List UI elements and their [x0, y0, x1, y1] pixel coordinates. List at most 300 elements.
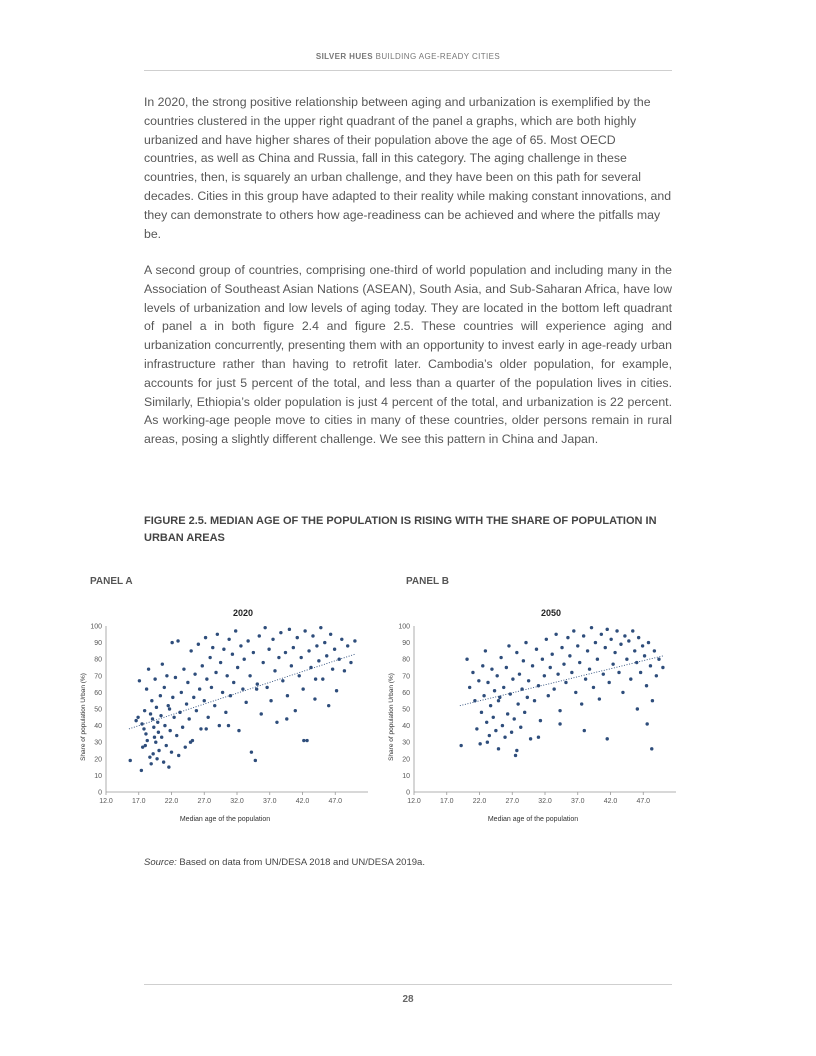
data-point	[583, 729, 586, 732]
y-tick-label: 80	[402, 656, 410, 664]
data-point	[519, 726, 522, 729]
data-point	[511, 677, 514, 680]
data-point	[477, 679, 480, 682]
x-tick-label: 32.0	[538, 798, 552, 805]
chart-title: 2050	[540, 608, 562, 618]
data-point	[255, 687, 258, 690]
running-header	[0, 52, 816, 61]
data-point	[294, 709, 297, 712]
data-point	[279, 631, 282, 634]
data-point	[584, 677, 587, 680]
data-point	[537, 684, 540, 687]
scatter-chart-2020	[78, 604, 373, 835]
source-label: Source:	[144, 857, 177, 868]
data-point	[290, 664, 293, 667]
data-point	[478, 742, 481, 745]
data-point	[154, 741, 157, 744]
data-point	[314, 677, 317, 680]
data-point	[611, 662, 614, 665]
source-text: Based on data from UN/DESA 2018 and UN/DESA 2019a.	[179, 857, 425, 868]
data-point	[176, 639, 179, 642]
x-tick-label: 17.0	[439, 798, 454, 805]
data-point	[167, 765, 170, 768]
data-point	[305, 739, 308, 742]
data-point	[248, 674, 251, 677]
y-tick-label: 100	[90, 623, 102, 631]
data-point	[465, 658, 468, 661]
data-point	[582, 634, 585, 637]
data-point	[159, 694, 162, 697]
y-tick-label: 0	[406, 789, 410, 797]
data-point	[277, 656, 280, 659]
data-point	[480, 711, 483, 714]
y-tick-label: 30	[94, 739, 102, 747]
data-point	[655, 674, 658, 677]
figure-source	[144, 857, 425, 868]
data-point	[482, 694, 485, 697]
data-point	[325, 654, 328, 657]
data-point	[239, 644, 242, 647]
data-point	[484, 649, 487, 652]
data-point	[560, 646, 563, 649]
data-point	[543, 674, 546, 677]
data-point	[134, 719, 137, 722]
data-point	[204, 636, 207, 639]
data-point	[149, 762, 152, 765]
data-point	[140, 769, 143, 772]
data-point	[535, 648, 538, 651]
data-point	[588, 667, 591, 670]
data-point	[636, 707, 639, 710]
data-point	[237, 729, 240, 732]
data-point	[524, 641, 527, 644]
data-point	[572, 629, 575, 632]
data-point	[185, 702, 188, 705]
data-point	[329, 633, 332, 636]
data-point	[594, 641, 597, 644]
data-point	[653, 649, 656, 652]
data-point	[180, 691, 183, 694]
y-tick-label: 20	[402, 756, 410, 764]
data-point	[285, 717, 288, 720]
data-point	[562, 662, 565, 665]
x-tick-label: 42.0	[603, 798, 618, 805]
data-point	[172, 716, 175, 719]
data-point	[529, 737, 532, 740]
data-point	[613, 651, 616, 654]
data-point	[170, 641, 173, 644]
data-point	[296, 636, 299, 639]
data-point	[645, 722, 648, 725]
y-tick-label: 90	[94, 640, 102, 648]
data-point	[598, 697, 601, 700]
x-axis-label: Median age of the population	[179, 816, 271, 823]
y-tick-label: 70	[402, 673, 410, 681]
data-point	[151, 717, 154, 720]
data-point	[503, 736, 506, 739]
data-point	[165, 674, 168, 677]
data-point	[631, 629, 634, 632]
data-point	[269, 699, 272, 702]
data-point	[513, 717, 516, 720]
data-point	[263, 626, 266, 629]
data-point	[246, 639, 249, 642]
data-point	[596, 658, 599, 661]
data-point	[144, 744, 147, 747]
data-point	[558, 722, 561, 725]
data-point	[222, 648, 225, 651]
data-point	[311, 634, 314, 637]
data-point	[604, 646, 607, 649]
panel-b-label: PANEL B	[406, 576, 449, 587]
data-point	[502, 686, 505, 689]
data-point	[507, 644, 510, 647]
data-point	[629, 677, 632, 680]
data-point	[501, 724, 504, 727]
data-point	[302, 739, 305, 742]
y-tick-label: 10	[94, 772, 102, 780]
data-point	[564, 681, 567, 684]
data-point	[161, 662, 164, 665]
chart-title: 2020	[232, 608, 254, 618]
data-point	[160, 736, 163, 739]
data-point	[231, 653, 234, 656]
x-tick-label: 37.0	[570, 798, 585, 805]
data-point	[592, 686, 595, 689]
data-point	[286, 694, 289, 697]
data-point	[214, 671, 217, 674]
data-point	[346, 644, 349, 647]
data-point	[515, 749, 518, 752]
y-tick-label: 30	[402, 739, 410, 747]
data-point	[162, 760, 165, 763]
scatter-chart-2020-svg	[78, 604, 373, 830]
data-point	[197, 643, 200, 646]
data-point	[213, 704, 216, 707]
data-point	[518, 672, 521, 675]
data-point	[481, 664, 484, 667]
data-point	[210, 686, 213, 689]
data-point	[143, 709, 146, 712]
data-point	[267, 648, 270, 651]
data-point	[549, 666, 552, 669]
data-point	[606, 737, 609, 740]
data-point	[157, 731, 160, 734]
data-point	[486, 741, 489, 744]
y-tick-label: 20	[94, 756, 102, 764]
data-point	[187, 717, 190, 720]
y-tick-label: 50	[94, 706, 102, 714]
data-point	[471, 671, 474, 674]
data-point	[580, 702, 583, 705]
y-tick-label: 40	[94, 723, 102, 731]
data-point	[494, 729, 497, 732]
data-point	[533, 699, 536, 702]
data-point	[192, 696, 195, 699]
data-point	[234, 629, 237, 632]
data-point	[568, 654, 571, 657]
data-point	[625, 658, 628, 661]
data-point	[499, 656, 502, 659]
data-point	[647, 641, 650, 644]
data-point	[292, 646, 295, 649]
x-axis-label: Median age of the population	[487, 816, 579, 823]
data-point	[650, 747, 653, 750]
data-point	[558, 709, 561, 712]
data-point	[315, 644, 318, 647]
data-point	[505, 666, 508, 669]
data-point	[643, 654, 646, 657]
data-point	[155, 757, 158, 760]
data-point	[576, 644, 579, 647]
data-point	[146, 739, 149, 742]
data-point	[321, 677, 324, 680]
data-point	[171, 696, 174, 699]
data-point	[153, 677, 156, 680]
data-point	[271, 638, 274, 641]
x-tick-label: 37.0	[262, 798, 277, 805]
data-point	[281, 679, 284, 682]
data-point	[531, 664, 534, 667]
data-point	[288, 628, 291, 631]
running-header-title-rest: BUILDING AGE-READY CITIES	[375, 52, 501, 61]
data-point	[551, 653, 554, 656]
data-point	[661, 666, 664, 669]
data-point	[506, 712, 509, 715]
data-point	[195, 709, 198, 712]
data-point	[254, 759, 257, 762]
data-point	[492, 716, 495, 719]
data-point	[641, 644, 644, 647]
data-point	[473, 699, 476, 702]
data-point	[252, 651, 255, 654]
data-point	[537, 736, 540, 739]
data-point	[333, 648, 336, 651]
data-point	[349, 661, 352, 664]
body-paragraph-2: A second group of countries, comprising one-third of world population and including many in the Association of Southeast Asian Nations (ASEAN), South Asia, and Sub-Saharan Africa, have low levels of urbanization and low levels of aging today. They are located in the bottom left quadrant of panel a in both figure 2.4 and figure 2.5. These countries will experience aging and urbanization concurrently, presenting them with an opportunity to invest early in age-ready urban infrastructure rather than having to retrofit later. Cambodia’s older population, for example, accounts for just 5 percent of the total, and less than a quarter of the population lives in cities. Similarly, Ethiopia’s older population is just 4 percent of the total, and urbanization is 22 percent. As working-age people move to cities in many of these countries, older persons remain in rural areas, posing a slightly different challenge. We see this pattern in China and Japan.	[144, 263, 672, 447]
data-point	[657, 658, 660, 661]
data-point	[218, 724, 221, 727]
y-tick-label: 80	[94, 656, 102, 664]
data-point	[526, 696, 529, 699]
data-point	[527, 679, 530, 682]
data-point	[174, 676, 177, 679]
data-point	[514, 754, 517, 757]
data-point	[639, 671, 642, 674]
data-point	[193, 672, 196, 675]
data-point	[637, 636, 640, 639]
data-point	[600, 633, 603, 636]
data-point	[244, 701, 247, 704]
data-point	[566, 636, 569, 639]
data-point	[617, 671, 620, 674]
data-point	[606, 628, 609, 631]
data-point	[319, 626, 322, 629]
y-tick-label: 60	[94, 689, 102, 697]
x-tick-label: 32.0	[230, 798, 244, 805]
data-point	[475, 727, 478, 730]
data-point	[236, 666, 239, 669]
y-tick-label: 70	[94, 673, 102, 681]
x-tick-label: 27.0	[197, 798, 212, 805]
data-point	[145, 687, 148, 690]
data-point	[586, 649, 589, 652]
x-tick-label: 22.0	[472, 798, 487, 805]
data-point	[170, 750, 173, 753]
data-point	[181, 726, 184, 729]
data-point	[227, 638, 230, 641]
data-point	[152, 726, 155, 729]
body-paragraph-1: In 2020, the strong positive relationship between aging and urbanization is exemplified by the countries clustered in the upper right quadrant of the panel a graphs, which are both highly urbanized and have higher shares of their population above the age of 65. Most OECD countries, as well as China and Russia, fall in this category. The aging challenge in these countries, then, is squarely an urban challenge, and they have been on this path for several decades. Cities in this group have adapted to their reality while making constant innovations, and they can demonstrate to others how age-readiness can be achieved and where the pitfalls may be.	[144, 95, 672, 241]
y-tick-label: 90	[402, 640, 410, 648]
data-point	[299, 656, 302, 659]
data-point	[298, 674, 301, 677]
data-point	[340, 638, 343, 641]
data-point	[142, 727, 145, 730]
data-point	[522, 659, 525, 662]
data-point	[303, 629, 306, 632]
data-point	[335, 689, 338, 692]
data-point	[313, 697, 316, 700]
data-point	[256, 682, 259, 685]
data-point	[211, 646, 214, 649]
data-point	[602, 672, 605, 675]
figure-title: FIGURE 2.5. MEDIAN AGE OF THE POPULATION IS RISING WITH THE SHARE OF POPULATION IN URBAN AREAS	[144, 515, 657, 544]
data-point	[206, 716, 209, 719]
data-point	[633, 649, 636, 652]
x-tick-label: 47.0	[328, 798, 343, 805]
data-point	[260, 712, 263, 715]
data-point	[250, 750, 253, 753]
data-point	[225, 674, 228, 677]
data-point	[159, 714, 162, 717]
trend-line	[460, 656, 663, 706]
data-point	[284, 651, 287, 654]
data-point	[556, 672, 559, 675]
data-point	[148, 755, 151, 758]
data-point	[144, 732, 147, 735]
x-tick-label: 22.0	[164, 798, 179, 805]
data-point	[523, 711, 526, 714]
x-tick-label: 47.0	[636, 798, 651, 805]
y-tick-label: 60	[402, 689, 410, 697]
data-point	[219, 661, 222, 664]
y-axis-label: Share of population Urban (%)	[80, 673, 87, 761]
data-point	[241, 687, 244, 690]
data-point	[168, 729, 171, 732]
data-point	[198, 687, 201, 690]
data-point	[590, 626, 593, 629]
data-point	[459, 744, 462, 747]
data-point	[547, 694, 550, 697]
data-point	[153, 736, 156, 739]
data-point	[155, 706, 158, 709]
y-tick-label: 100	[398, 623, 410, 631]
data-point	[227, 724, 230, 727]
data-point	[149, 712, 152, 715]
data-point	[168, 707, 171, 710]
data-point	[545, 638, 548, 641]
data-point	[623, 634, 626, 637]
data-point	[205, 677, 208, 680]
x-tick-label: 17.0	[131, 798, 146, 805]
data-point	[485, 721, 488, 724]
data-point	[331, 667, 334, 670]
data-point	[136, 716, 139, 719]
data-point	[163, 686, 166, 689]
data-point	[275, 721, 278, 724]
data-point	[495, 674, 498, 677]
data-point	[497, 699, 500, 702]
data-point	[493, 689, 496, 692]
data-point	[554, 633, 557, 636]
data-point	[150, 699, 153, 702]
data-point	[515, 651, 518, 654]
page-number: 28	[402, 994, 414, 1005]
data-point	[607, 681, 610, 684]
data-point	[205, 727, 208, 730]
data-point	[490, 667, 493, 670]
data-point	[570, 671, 573, 674]
y-tick-label: 50	[402, 706, 410, 714]
data-point	[151, 752, 154, 755]
data-point	[138, 679, 141, 682]
scatter-chart-2050-svg	[386, 604, 681, 830]
data-point	[140, 722, 143, 725]
data-point	[175, 734, 178, 737]
data-point	[578, 661, 581, 664]
data-point	[199, 727, 202, 730]
x-tick-label: 12.0	[99, 798, 113, 805]
data-point	[189, 649, 192, 652]
panel-a-label: PANEL A	[90, 576, 133, 587]
data-point	[552, 687, 555, 690]
data-point	[327, 704, 330, 707]
header-divider	[144, 70, 672, 71]
data-point	[186, 681, 189, 684]
data-point	[129, 759, 132, 762]
data-point	[317, 659, 320, 662]
data-point	[182, 667, 185, 670]
data-point	[163, 724, 166, 727]
data-point	[265, 686, 268, 689]
data-point	[208, 656, 211, 659]
y-axis-label: Share of population Urban (%)	[388, 673, 395, 761]
data-point	[486, 681, 489, 684]
data-point	[258, 634, 261, 637]
data-point	[619, 643, 622, 646]
data-point	[468, 686, 471, 689]
data-point	[156, 721, 159, 724]
data-point	[621, 691, 624, 694]
data-point	[497, 747, 500, 750]
y-tick-label: 0	[98, 789, 102, 797]
x-tick-label: 42.0	[295, 798, 310, 805]
data-point	[574, 691, 577, 694]
data-point	[651, 699, 654, 702]
data-point	[221, 691, 224, 694]
data-point	[243, 658, 246, 661]
data-point	[615, 629, 618, 632]
data-point	[649, 664, 652, 667]
data-point	[157, 749, 160, 752]
data-point	[510, 731, 513, 734]
data-point	[343, 669, 346, 672]
data-point	[203, 699, 206, 702]
data-point	[184, 745, 187, 748]
data-point	[645, 684, 648, 687]
scatter-chart-2050	[386, 604, 681, 835]
